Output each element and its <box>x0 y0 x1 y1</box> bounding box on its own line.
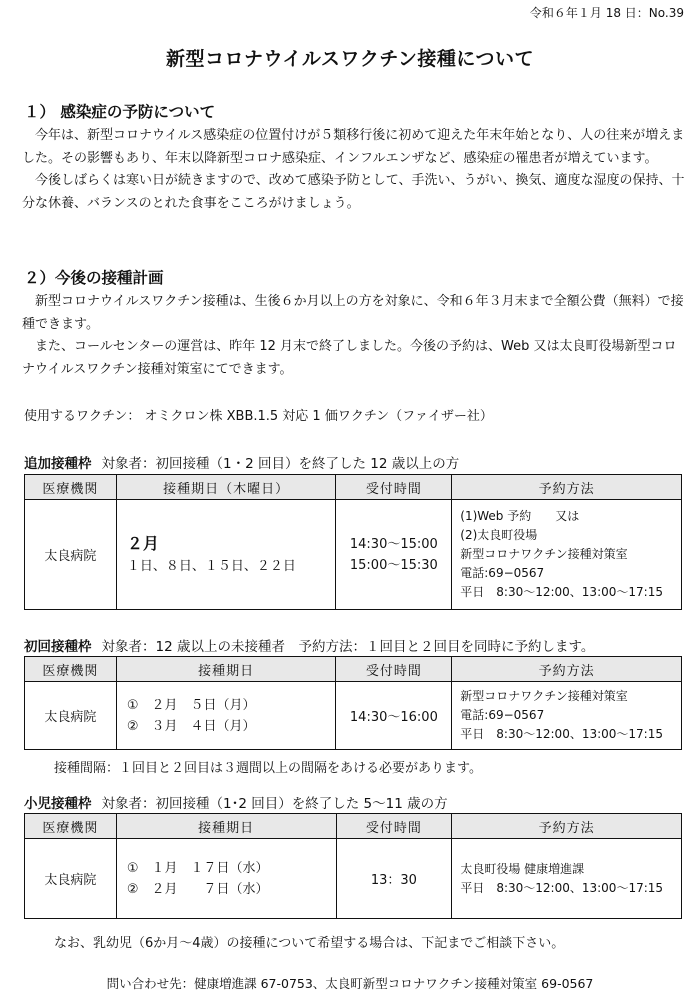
column-header: 接種期日 <box>116 657 336 682</box>
method-line: 新型コロナワクチン接種対策室 <box>460 689 628 703</box>
booster-label <box>24 452 459 472</box>
table-header-row <box>25 475 682 500</box>
time-slot: 14:30～15:00 <box>349 536 438 552</box>
date-line: ① ２月 ５日（月） <box>126 697 256 713</box>
section1-heading: １） 感染症の予防について <box>24 103 216 121</box>
section1-paragraph: 今年は、新型コロナウイルス感染症の位置付けが５類移行後に初めて迎えた年末年始となり、人の往来が増えました。その影響もあり、年末以降新型コロナ感染症、インフルエンザなど、感染症の罹患者が増えています。 <box>22 128 685 166</box>
section1-body <box>22 125 686 215</box>
column-header: 予約方法 <box>452 475 682 500</box>
time-cell <box>336 500 452 610</box>
issue-date-number: 令和６年１月 18 日：No.39 <box>529 6 684 20</box>
column-header: 接種期日 <box>116 814 336 839</box>
column-header: 受付時間 <box>336 475 452 500</box>
section1-paragraph: 今後しばらくは寒い日が続きますので、改めて感染予防として、手洗い、うがい、換気、適度な湿度の保持、十分な休養、バランスのとれた食事をこころがけましょう。 <box>22 173 685 211</box>
contact-footer: 問い合わせ先：健康増進課 67-0753、太良町新型コロナワクチン接種対策室 69-0567 <box>106 976 594 991</box>
method-line: 太良町役場 健康増進課 <box>460 861 585 876</box>
institution-cell: 太良病院 <box>25 500 117 610</box>
child-label <box>24 792 448 812</box>
column-header: 医療機関 <box>25 657 117 682</box>
initial-target: 対象者：12 歳以上の未接種者 予約方法：１回目と２回目を同時に予約します。 <box>101 639 595 655</box>
interval-note: 接種間隔：１回目と２回目は３週間以上の間隔をあける必要があります。 <box>54 761 482 776</box>
table-header-row <box>25 657 682 682</box>
method-line: 平日 8:30～12:00、13:00～17:15 <box>460 585 663 599</box>
days-label: １日、８日、１５日、２２日 <box>126 558 296 574</box>
column-header: 医療機関 <box>25 814 117 839</box>
time-slot: 15:00～15:30 <box>349 557 438 573</box>
method-line: 平日 8:30～12:00、13:00～17:15 <box>460 727 663 741</box>
booster-table <box>24 474 682 610</box>
column-header: 予約方法 <box>452 814 682 839</box>
column-header: 受付時間 <box>336 814 452 839</box>
child-table <box>24 813 682 919</box>
initial-title: 初回接種枠 <box>24 639 92 655</box>
section2-heading: ２）今後の接種計画 <box>24 269 164 287</box>
initial-label <box>24 635 594 655</box>
method-line: 新型コロナワクチン接種対策室 <box>460 547 628 561</box>
dates-cell <box>116 500 336 610</box>
section2-paragraph: また、コールセンターの運営は、昨年 12 月末で終了しました。今後の予約は、Web 又は太良町役場新型コロナウイルスワクチン接種対策室にてできます。 <box>22 339 677 377</box>
method-cell <box>452 500 682 610</box>
institution-cell: 太良病院 <box>25 682 117 750</box>
method-line: 電話:69−0567 <box>460 566 545 580</box>
time-cell: 13：30 <box>336 839 452 919</box>
table-header-row <box>25 814 682 839</box>
table-row <box>25 839 682 919</box>
booster-title: 追加接種枠 <box>24 456 92 472</box>
table-row <box>25 500 682 610</box>
section2-body <box>22 291 686 381</box>
time-cell: 14:30～16:00 <box>336 682 452 750</box>
booster-target: 対象者：初回接種（1・2 回目）を終了した 12 歳以上の方 <box>101 456 460 472</box>
child-target: 対象者：初回接種（1･2 回目）を終了した 5～11 歳の方 <box>101 796 448 812</box>
method-line: 電話:69−0567 <box>460 708 545 722</box>
section2-paragraph: 新型コロナウイルスワクチン接種は、生後６か月以上の方を対象に、令和６年３月末まで全額公費（無料）で接種できます。 <box>22 294 684 332</box>
method-line: 平日 8:30～12:00、13:00～17:15 <box>460 880 664 895</box>
child-title: 小児接種枠 <box>24 796 92 812</box>
column-header: 接種期日（木曜日） <box>116 475 336 500</box>
method-cell <box>452 839 682 919</box>
method-line: (1)Web 予約 又は <box>460 509 580 523</box>
column-header: 医療機関 <box>25 475 117 500</box>
vaccine-line: 使用するワクチン： オミクロン株 XBB.1.5 対応 1 価ワクチン（ファイザー社） <box>24 409 493 424</box>
date-line: ② ３月 ４日（月） <box>126 718 256 734</box>
method-cell <box>452 682 682 750</box>
dates-cell <box>116 682 336 750</box>
dates-cell <box>116 839 336 919</box>
institution-cell: 太良病院 <box>25 839 117 919</box>
date-line: ① １月 １７日（水） <box>126 860 269 876</box>
method-line: (2)太良町役場 <box>460 528 538 542</box>
date-line: ② ２月 ７日（水） <box>126 881 269 897</box>
page-title: 新型コロナウイルスワクチン接種について <box>165 48 535 70</box>
infant-note: なお、乳幼児（6か月～4歳）の接種について希望する場合は、下記までご相談下さい。 <box>54 936 565 951</box>
month-label: ２月 <box>126 533 159 553</box>
table-row <box>25 682 682 750</box>
column-header: 予約方法 <box>452 657 682 682</box>
column-header: 受付時間 <box>336 657 452 682</box>
initial-table <box>24 656 682 750</box>
